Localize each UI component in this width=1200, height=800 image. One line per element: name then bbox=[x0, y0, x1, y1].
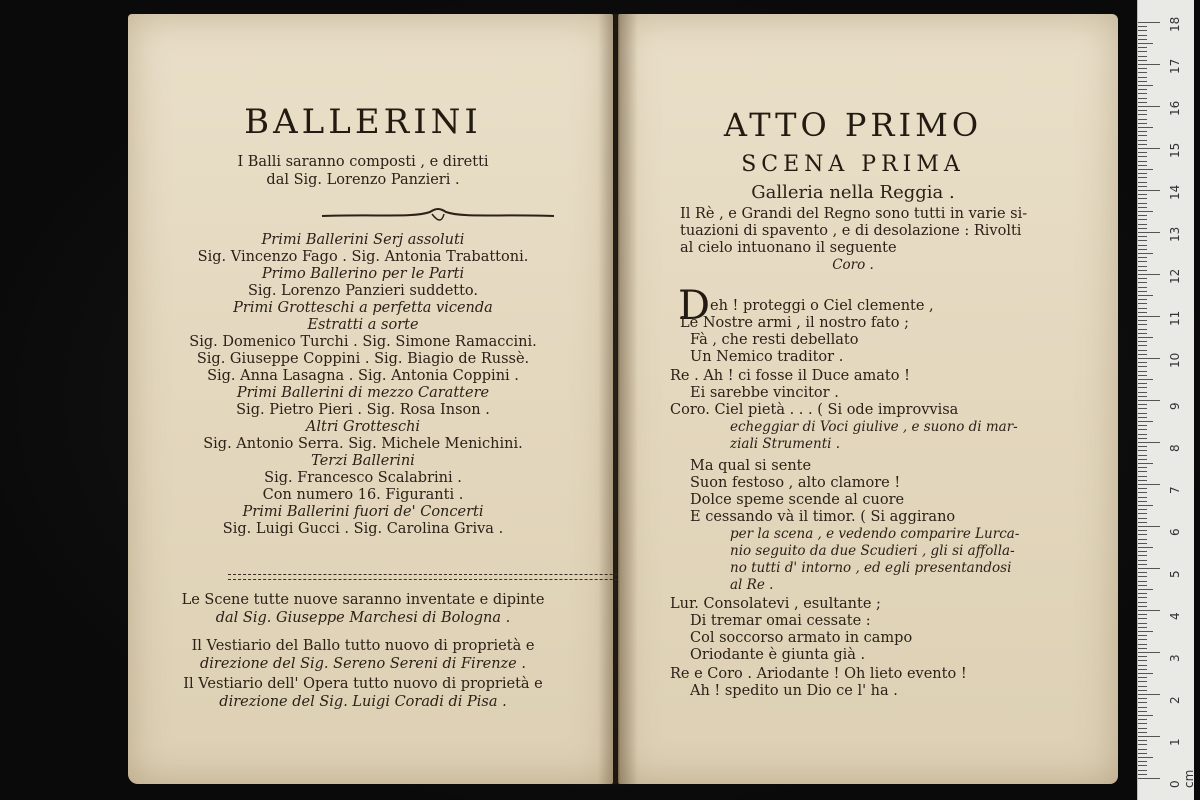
ruler-tick bbox=[1138, 740, 1147, 741]
ruler-tick bbox=[1138, 413, 1147, 414]
ruler-tick bbox=[1138, 295, 1153, 296]
ruler-label: 16 bbox=[1168, 100, 1182, 116]
ruler-tick bbox=[1138, 312, 1147, 313]
libretto-line: Il Rè , e Grandi del Regno sono tutti in varie si- bbox=[680, 206, 1028, 222]
ruler-tick bbox=[1138, 257, 1147, 258]
ruler-tick bbox=[1138, 560, 1147, 561]
ruler-tick bbox=[1138, 43, 1153, 44]
ruler-tick bbox=[1138, 551, 1147, 552]
ruler-tick bbox=[1138, 249, 1147, 250]
cast-member-line: Sig. Giuseppe Coppini . Sig. Biagio de Russè. bbox=[196, 351, 530, 367]
ruler-tick bbox=[1138, 467, 1147, 468]
ruler-tick bbox=[1138, 266, 1147, 267]
ruler-tick bbox=[1138, 89, 1147, 90]
ruler-tick bbox=[1138, 522, 1147, 523]
ruler-tick bbox=[1138, 656, 1147, 657]
flourish-ornament bbox=[318, 204, 558, 228]
ruler-tick bbox=[1138, 723, 1147, 724]
ruler-tick bbox=[1138, 690, 1147, 691]
ruler-tick bbox=[1138, 606, 1147, 607]
ruler-tick bbox=[1138, 707, 1147, 708]
ruler-tick bbox=[1138, 534, 1147, 535]
ruler-tick bbox=[1138, 434, 1147, 435]
ruler-tick bbox=[1138, 148, 1160, 149]
ruler-tick bbox=[1138, 47, 1147, 48]
ruler-tick bbox=[1138, 26, 1147, 27]
ruler-label: 2 bbox=[1168, 696, 1182, 704]
ruler-tick bbox=[1138, 345, 1147, 346]
ruler-tick bbox=[1138, 501, 1147, 502]
ruler-tick bbox=[1138, 648, 1147, 649]
ruler-tick bbox=[1138, 459, 1147, 460]
ruler-tick bbox=[1138, 274, 1160, 275]
ruler-tick bbox=[1138, 492, 1147, 493]
ruler-tick bbox=[1138, 278, 1147, 279]
cast-role-heading: Primo Ballerino per le Parti bbox=[261, 266, 465, 282]
cast-member-line: Sig. Antonio Serra. Sig. Michele Menichini. bbox=[203, 436, 523, 452]
ruler-tick bbox=[1138, 93, 1147, 94]
ruler-tick bbox=[1138, 686, 1147, 687]
ruler-tick bbox=[1138, 152, 1147, 153]
ruler-tick bbox=[1138, 681, 1147, 682]
credit-line: Il Vestiario del Ballo tutto nuovo di proprietà e bbox=[191, 638, 535, 654]
ruler-tick bbox=[1138, 253, 1153, 254]
libretto-line: Dolce speme scende al cuore bbox=[690, 492, 905, 508]
ruler-tick bbox=[1138, 476, 1147, 477]
ruler-label: 13 bbox=[1168, 226, 1182, 242]
ruler-tick bbox=[1138, 715, 1153, 716]
ruler-label: 10 bbox=[1168, 352, 1182, 368]
ruler-tick bbox=[1138, 425, 1147, 426]
ruler-tick bbox=[1138, 354, 1147, 355]
ruler-tick bbox=[1138, 140, 1147, 141]
ruler-tick bbox=[1138, 635, 1147, 636]
ruler-tick bbox=[1138, 543, 1147, 544]
ruler-tick bbox=[1138, 602, 1147, 603]
ruler-tick bbox=[1138, 379, 1153, 380]
ruler-tick bbox=[1138, 51, 1147, 52]
ruler-tick bbox=[1138, 497, 1147, 498]
cast-member-line: Sig. Vincenzo Fago . Sig. Antonia Trabattoni. bbox=[197, 249, 529, 265]
ruler-tick bbox=[1138, 614, 1147, 615]
ruler-tick bbox=[1138, 539, 1147, 540]
cast-role-heading: Primi Ballerini Serj assoluti bbox=[261, 232, 465, 248]
libretto-line: al Re . bbox=[730, 577, 774, 593]
intro-line: I Balli saranno composti , e diretti bbox=[237, 154, 489, 170]
ruler-tick bbox=[1138, 547, 1153, 548]
ruler-tick bbox=[1138, 186, 1147, 187]
ruler-tick bbox=[1138, 509, 1147, 510]
ruler-tick bbox=[1138, 757, 1153, 758]
ruler-tick bbox=[1138, 198, 1147, 199]
left-page bbox=[128, 14, 613, 784]
libretto-line: nio seguito da due Scudieri , gli si affolla- bbox=[730, 543, 1015, 559]
ruler-tick bbox=[1138, 639, 1147, 640]
ruler-tick bbox=[1138, 236, 1147, 237]
ruler-tick bbox=[1138, 177, 1147, 178]
ruler-tick bbox=[1138, 165, 1147, 166]
ruler-tick bbox=[1138, 719, 1147, 720]
libretto-line: Fà , che resti debellato bbox=[690, 332, 859, 348]
ruler-tick bbox=[1138, 308, 1147, 309]
ruler-tick bbox=[1138, 673, 1153, 674]
ruler-tick bbox=[1138, 207, 1147, 208]
ruler-tick bbox=[1138, 119, 1147, 120]
ruler-tick bbox=[1138, 652, 1160, 653]
ruler-tick bbox=[1138, 127, 1153, 128]
ruler-tick bbox=[1138, 371, 1147, 372]
ruler-tick bbox=[1138, 417, 1147, 418]
ruler-tick bbox=[1138, 366, 1147, 367]
ruler-tick bbox=[1138, 484, 1160, 485]
ruler-label: 4 bbox=[1168, 612, 1182, 620]
cast-role-heading: Primi Grotteschi a perfetta vicenda bbox=[233, 300, 493, 316]
ruler-tick bbox=[1138, 224, 1147, 225]
ruler-tick bbox=[1138, 131, 1147, 132]
libretto-line: echeggiar di Voci giulive , e suono di mar- bbox=[730, 419, 1018, 435]
ruler-tick bbox=[1138, 669, 1147, 670]
ruler-tick bbox=[1138, 299, 1147, 300]
ruler-tick bbox=[1138, 156, 1147, 157]
ruler-tick bbox=[1138, 644, 1147, 645]
ruler-tick bbox=[1138, 56, 1147, 57]
ruler-tick bbox=[1138, 392, 1147, 393]
ruler-tick bbox=[1138, 270, 1147, 271]
ruler-tick bbox=[1138, 711, 1147, 712]
ruler-label: 0 cm bbox=[1168, 769, 1196, 788]
ruler-tick bbox=[1138, 585, 1147, 586]
ruler-tick bbox=[1138, 698, 1147, 699]
scene-title: SCENA PRIMA bbox=[741, 152, 965, 177]
libretto-line: Re e Coro . Ariodante ! Oh lieto evento ! bbox=[670, 666, 967, 682]
ruler-tick bbox=[1138, 744, 1147, 745]
ruler-tick bbox=[1138, 30, 1147, 31]
cast-role-heading: Primi Ballerini fuori de' Concerti bbox=[242, 504, 484, 520]
ruler-tick bbox=[1138, 408, 1147, 409]
ruler-tick bbox=[1138, 450, 1147, 451]
cast-member-line: Sig. Lorenzo Panzieri suddetto. bbox=[247, 283, 479, 299]
ruler-tick bbox=[1138, 81, 1147, 82]
scene-setting: Galleria nella Reggia . bbox=[751, 182, 955, 203]
intro-line: dal Sig. Lorenzo Panzieri . bbox=[266, 172, 460, 188]
ruler-tick bbox=[1138, 190, 1160, 191]
ruler-tick bbox=[1138, 64, 1160, 65]
ruler-tick bbox=[1138, 581, 1147, 582]
ruler-tick bbox=[1138, 421, 1153, 422]
ruler-tick bbox=[1138, 765, 1147, 766]
ruler-tick bbox=[1138, 194, 1147, 195]
ruler-tick bbox=[1138, 22, 1160, 23]
libretto-line: Oriodante è giunta già . bbox=[690, 647, 866, 663]
libretto-line: tuazioni di spavento , e di desolazione : Rivolti bbox=[680, 223, 1022, 239]
cast-role-heading: Altri Grotteschi bbox=[305, 419, 421, 435]
cast-role-heading: Primi Ballerini di mezzo Carattere bbox=[236, 385, 490, 401]
ruler-tick bbox=[1138, 770, 1147, 771]
libretto-line: Coro . bbox=[832, 257, 874, 273]
cast-role-heading: Estratti a sorte bbox=[307, 317, 419, 333]
cast-member-line: Sig. Pietro Pieri . Sig. Rosa Inson . bbox=[236, 402, 490, 418]
ruler-label: 11 bbox=[1168, 310, 1182, 326]
ruler-tick bbox=[1138, 513, 1147, 514]
ruler-tick bbox=[1138, 228, 1147, 229]
ruler-tick bbox=[1138, 455, 1147, 456]
ruler-tick bbox=[1138, 631, 1153, 632]
ruler-tick bbox=[1138, 618, 1147, 619]
credit-line: direzione del Sig. Sereno Sereni di Firenze . bbox=[200, 656, 526, 672]
ruler-tick bbox=[1138, 375, 1147, 376]
ruler-tick bbox=[1138, 446, 1147, 447]
ruler-tick bbox=[1138, 333, 1147, 334]
ruler-tick bbox=[1138, 261, 1147, 262]
ruler-tick bbox=[1138, 60, 1147, 61]
ruler-tick bbox=[1138, 400, 1160, 401]
ruler-tick bbox=[1138, 291, 1147, 292]
drop-cap: D bbox=[678, 283, 711, 329]
ruler-tick bbox=[1138, 182, 1147, 183]
ruler-tick bbox=[1138, 597, 1147, 598]
libretto-line: per la scena , e vedendo comparire Lurca- bbox=[730, 526, 1020, 542]
ruler-tick bbox=[1138, 324, 1147, 325]
ruler-label: 17 bbox=[1168, 58, 1182, 74]
ruler-tick bbox=[1138, 215, 1147, 216]
ruler-tick bbox=[1138, 68, 1147, 69]
ruler-tick bbox=[1138, 35, 1147, 36]
ruler-label: 15 bbox=[1168, 142, 1182, 158]
ruler-label: 8 bbox=[1168, 444, 1182, 452]
ruler-tick bbox=[1138, 568, 1160, 569]
measuring-ruler bbox=[1137, 0, 1194, 800]
libretto-line: Ah ! spedito un Dio ce l' ha . bbox=[690, 683, 898, 699]
ruler-tick bbox=[1138, 438, 1147, 439]
ruler-tick bbox=[1138, 358, 1160, 359]
ruler-tick bbox=[1138, 232, 1160, 233]
ruler-tick bbox=[1138, 240, 1147, 241]
ruler-tick bbox=[1138, 329, 1147, 330]
ruler-tick bbox=[1138, 123, 1147, 124]
ruler-label: 7 bbox=[1168, 486, 1182, 494]
libretto-line: ziali Strumenti . bbox=[730, 436, 841, 452]
ruler-tick bbox=[1138, 219, 1147, 220]
credit-line: dal Sig. Giuseppe Marchesi di Bologna . bbox=[215, 610, 511, 626]
ruler-tick bbox=[1138, 610, 1160, 611]
ruler-tick bbox=[1138, 98, 1147, 99]
ruler-tick bbox=[1138, 593, 1147, 594]
ruler-tick bbox=[1138, 505, 1153, 506]
ruler-tick bbox=[1138, 576, 1147, 577]
libretto-line: al cielo intuonano il seguente bbox=[680, 240, 897, 256]
ruler-tick bbox=[1138, 480, 1147, 481]
act-title: ATTO PRIMO bbox=[723, 106, 983, 144]
ruler-tick bbox=[1138, 106, 1160, 107]
ruler-tick bbox=[1138, 572, 1147, 573]
ruler-tick bbox=[1138, 728, 1147, 729]
ruler-label: 18 bbox=[1168, 16, 1182, 32]
ruler-tick bbox=[1138, 627, 1147, 628]
ruler-tick bbox=[1138, 442, 1160, 443]
ruler-tick bbox=[1138, 404, 1147, 405]
ruler-tick bbox=[1138, 282, 1147, 283]
ruler-tick bbox=[1138, 660, 1147, 661]
ruler-tick bbox=[1138, 471, 1147, 472]
ruler-tick bbox=[1138, 753, 1147, 754]
ruler-tick bbox=[1138, 39, 1147, 40]
libretto-line: Ma qual si sente bbox=[690, 458, 812, 474]
ruler-tick bbox=[1138, 102, 1147, 103]
ruler-tick bbox=[1138, 396, 1147, 397]
libretto-line: Suon festoso , alto clamore ! bbox=[690, 475, 901, 491]
ruler-tick bbox=[1138, 383, 1147, 384]
ruler-tick bbox=[1138, 77, 1147, 78]
ruler-tick bbox=[1138, 320, 1147, 321]
libretto-line: Di tremar omai cessate : bbox=[690, 613, 871, 629]
ruler-label: 12 bbox=[1168, 268, 1182, 284]
ruler-tick bbox=[1138, 564, 1147, 565]
open-book bbox=[128, 14, 1118, 784]
cast-member-line: Sig. Luigi Gucci . Sig. Carolina Griva . bbox=[222, 521, 504, 537]
libretto-line: Re . Ah ! ci fosse il Duce amato ! bbox=[670, 368, 910, 384]
ruler-tick bbox=[1138, 72, 1147, 73]
ruler-tick bbox=[1138, 677, 1147, 678]
ruler-tick bbox=[1138, 526, 1160, 527]
ruler-tick bbox=[1138, 135, 1147, 136]
ruler-label: 3 bbox=[1168, 654, 1182, 662]
ruler-tick bbox=[1138, 778, 1160, 779]
credit-line: Le Scene tutte nuove saranno inventate e dipinte bbox=[181, 592, 545, 608]
ruler-tick bbox=[1138, 530, 1147, 531]
ruler-label: 14 bbox=[1168, 184, 1182, 200]
ruler-tick bbox=[1138, 761, 1147, 762]
libretto-line: Lur. Consolatevi , esultante ; bbox=[670, 596, 881, 612]
right-page bbox=[618, 14, 1118, 784]
cast-member-line: Sig. Francesco Scalabrini . bbox=[264, 470, 462, 486]
libretto-line: no tutti d' intorno , ed egli presentandosi bbox=[730, 560, 1012, 576]
ruler-tick bbox=[1138, 303, 1147, 304]
ruler-tick bbox=[1138, 211, 1153, 212]
ruler-tick bbox=[1138, 114, 1147, 115]
ruler-tick bbox=[1138, 665, 1147, 666]
ruler-tick bbox=[1138, 518, 1147, 519]
libretto-line: Un Nemico traditor . bbox=[690, 349, 844, 365]
ruler-tick bbox=[1138, 362, 1147, 363]
ruler-tick bbox=[1138, 736, 1160, 737]
ruler-tick bbox=[1138, 341, 1147, 342]
libretto-line: E cessando và il timor. ( Si aggirano bbox=[690, 509, 956, 525]
ruler-tick bbox=[1138, 245, 1147, 246]
ruler-tick bbox=[1138, 429, 1147, 430]
credit-line: direzione del Sig. Luigi Coradi di Pisa . bbox=[219, 694, 507, 710]
ruler-tick bbox=[1138, 316, 1160, 317]
left-page-title: BALLERINI bbox=[244, 102, 482, 142]
ruler-tick bbox=[1138, 749, 1147, 750]
credit-line: Il Vestiario dell' Opera tutto nuovo di proprietà e bbox=[183, 676, 543, 692]
ruler-tick bbox=[1138, 203, 1147, 204]
ruler-tick bbox=[1138, 774, 1147, 775]
ruler-tick bbox=[1138, 589, 1153, 590]
cast-member-line: Con numero 16. Figuranti . bbox=[262, 487, 464, 503]
libretto-line: Coro. Ciel pietà . . . ( Si ode improvvisa bbox=[670, 402, 959, 418]
ruler-tick bbox=[1138, 555, 1147, 556]
ruler-tick bbox=[1138, 387, 1147, 388]
ruler-tick bbox=[1138, 623, 1147, 624]
book-gutter bbox=[598, 14, 638, 784]
ruler-tick bbox=[1138, 85, 1153, 86]
ruler-tick bbox=[1138, 732, 1147, 733]
libretto-line: Ei sarebbe vincitor . bbox=[690, 385, 839, 401]
cast-role-heading: Terzi Ballerini bbox=[311, 453, 415, 469]
ruler-tick bbox=[1138, 144, 1147, 145]
libretto-line: eh ! proteggi o Ciel clemente , bbox=[710, 298, 934, 314]
ruler-tick bbox=[1138, 110, 1147, 111]
ruler-tick bbox=[1138, 287, 1147, 288]
ruler-tick bbox=[1138, 161, 1147, 162]
ruler-tick bbox=[1138, 463, 1153, 464]
ruler-tick bbox=[1138, 488, 1147, 489]
ruler-tick bbox=[1138, 169, 1153, 170]
libretto-line: Col soccorso armato in campo bbox=[690, 630, 913, 646]
ruler-tick bbox=[1138, 702, 1147, 703]
cast-member-line: Sig. Anna Lasagna . Sig. Antonia Coppini . bbox=[207, 368, 519, 384]
ruler-tick bbox=[1138, 350, 1147, 351]
ruler-tick bbox=[1138, 694, 1160, 695]
libretto-line: Le Nostre armi , il nostro fato ; bbox=[680, 315, 909, 331]
ruler-label: 6 bbox=[1168, 528, 1182, 536]
cast-member-line: Sig. Domenico Turchi . Sig. Simone Ramaccini. bbox=[189, 334, 537, 350]
ruler-label: 1 bbox=[1168, 738, 1182, 746]
ruler-tick bbox=[1138, 337, 1153, 338]
ruler-label: 9 bbox=[1168, 402, 1182, 410]
ruler-label: 5 bbox=[1168, 570, 1182, 578]
ruler-tick bbox=[1138, 173, 1147, 174]
